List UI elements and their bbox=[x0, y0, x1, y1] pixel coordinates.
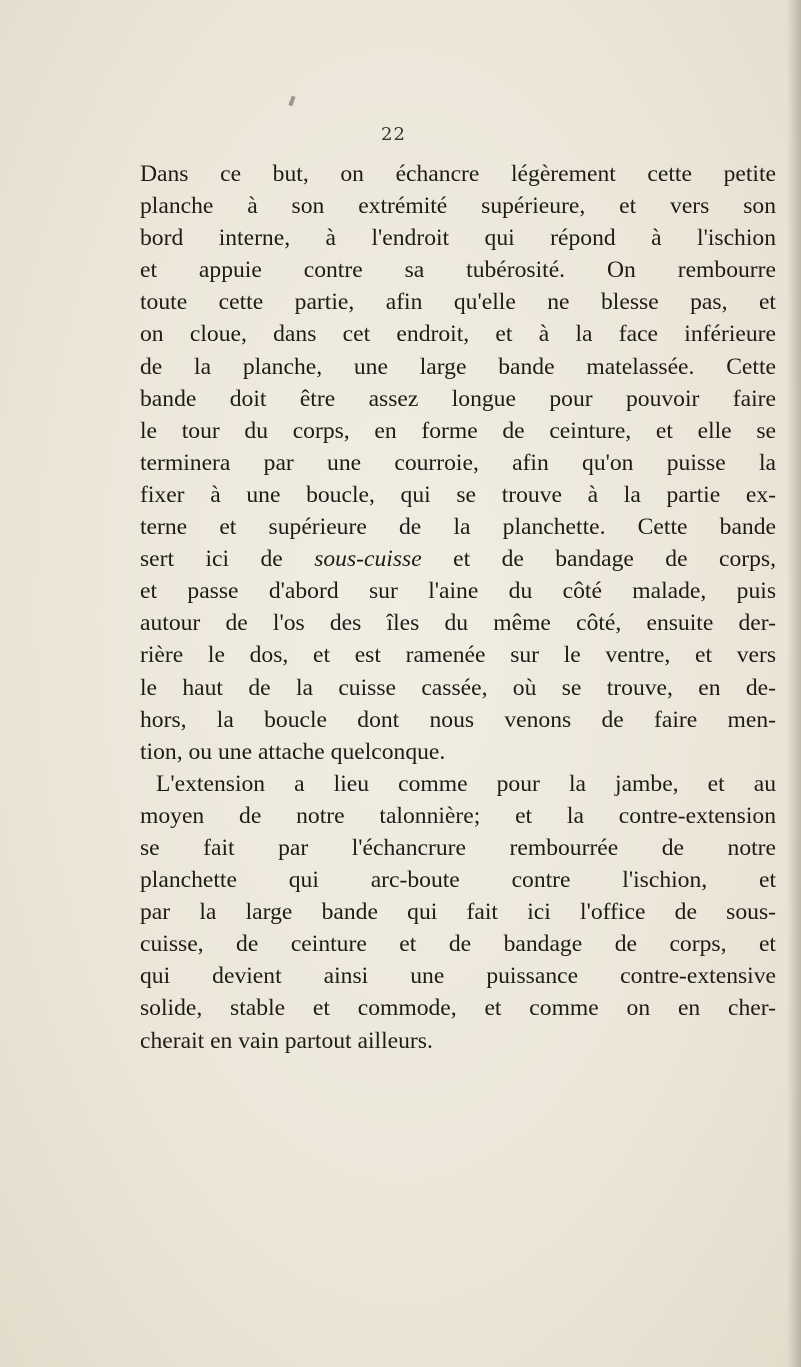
ink-speck bbox=[288, 96, 295, 107]
text-line-with-italic bbox=[140, 543, 776, 575]
body-text bbox=[140, 158, 776, 1057]
text-line: par la large bande qui fait ici l'office de sous- bbox=[140, 899, 776, 926]
text-line: toute cette partie, afin qu'elle ne blesse pas, et bbox=[140, 289, 776, 316]
text-line: bande doit être assez longue pour pouvoir faire bbox=[140, 385, 776, 412]
text-line: terminera par une courroie, afin qu'on puisse la bbox=[140, 449, 776, 476]
text-line: de la planche, une large bande matelassée. Cette bbox=[140, 353, 776, 380]
text-line: Dans ce but, on échancre légèrement cette petite bbox=[140, 161, 776, 187]
text-line: qui devient ainsi une puissance contre-extensive bbox=[140, 963, 776, 990]
text-line: et passe d'abord sur l'aine du côté malade, puis bbox=[140, 578, 776, 605]
text-line: hors, la boucle dont nous venons de faire men- bbox=[140, 706, 776, 733]
text-line: se fait par l'échancrure rembourrée de notre bbox=[140, 834, 776, 861]
text-line: cherait en vain partout ailleurs. bbox=[140, 1027, 433, 1054]
text-line: planchette qui arc-boute contre l'ischion, et bbox=[140, 867, 776, 894]
text-line: cuisse, de ceinture et de bandage de corps, et bbox=[140, 931, 776, 958]
page-number: 22 bbox=[381, 124, 406, 145]
text-line: rière le dos, et est ramenée sur le ventre, et vers bbox=[140, 642, 776, 669]
text-line: moyen de notre talonnière; et la contre-extension bbox=[140, 802, 776, 829]
text-line: terne et supérieure de la planchette. Cette bande bbox=[140, 514, 776, 541]
text-line: bord interne, à l'endroit qui répond à l'ischion bbox=[140, 225, 776, 252]
text-line: solide, stable et commode, et comme on en cher- bbox=[140, 995, 776, 1022]
text-line: fixer à une boucle, qui se trouve à la partie ex- bbox=[140, 481, 776, 508]
text-segment: et de bandage de corps, bbox=[421, 546, 776, 573]
text-segment: sert ici de bbox=[140, 546, 315, 573]
text-line: le haut de la cuisse cassée, où se trouve, en de- bbox=[140, 674, 776, 701]
page-edge-shadow bbox=[787, 0, 801, 1367]
italic-term: sous-cuisse bbox=[314, 546, 422, 573]
text-line: tion, ou une attache quelconque. bbox=[140, 738, 446, 765]
text-line: et appuie contre sa tubérosité. On rembourre bbox=[140, 257, 776, 284]
text-line: on cloue, dans cet endroit, et à la face inférieure bbox=[140, 321, 776, 348]
paragraph-start-line: L'extension a lieu comme pour la jambe, et au bbox=[156, 770, 776, 797]
text-line: le tour du corps, en forme de ceinture, et elle se bbox=[140, 417, 776, 444]
text-line: autour de l'os des îles du même côté, ensuite der- bbox=[140, 610, 776, 637]
text-line: planche à son extrémité supérieure, et vers son bbox=[140, 193, 776, 220]
